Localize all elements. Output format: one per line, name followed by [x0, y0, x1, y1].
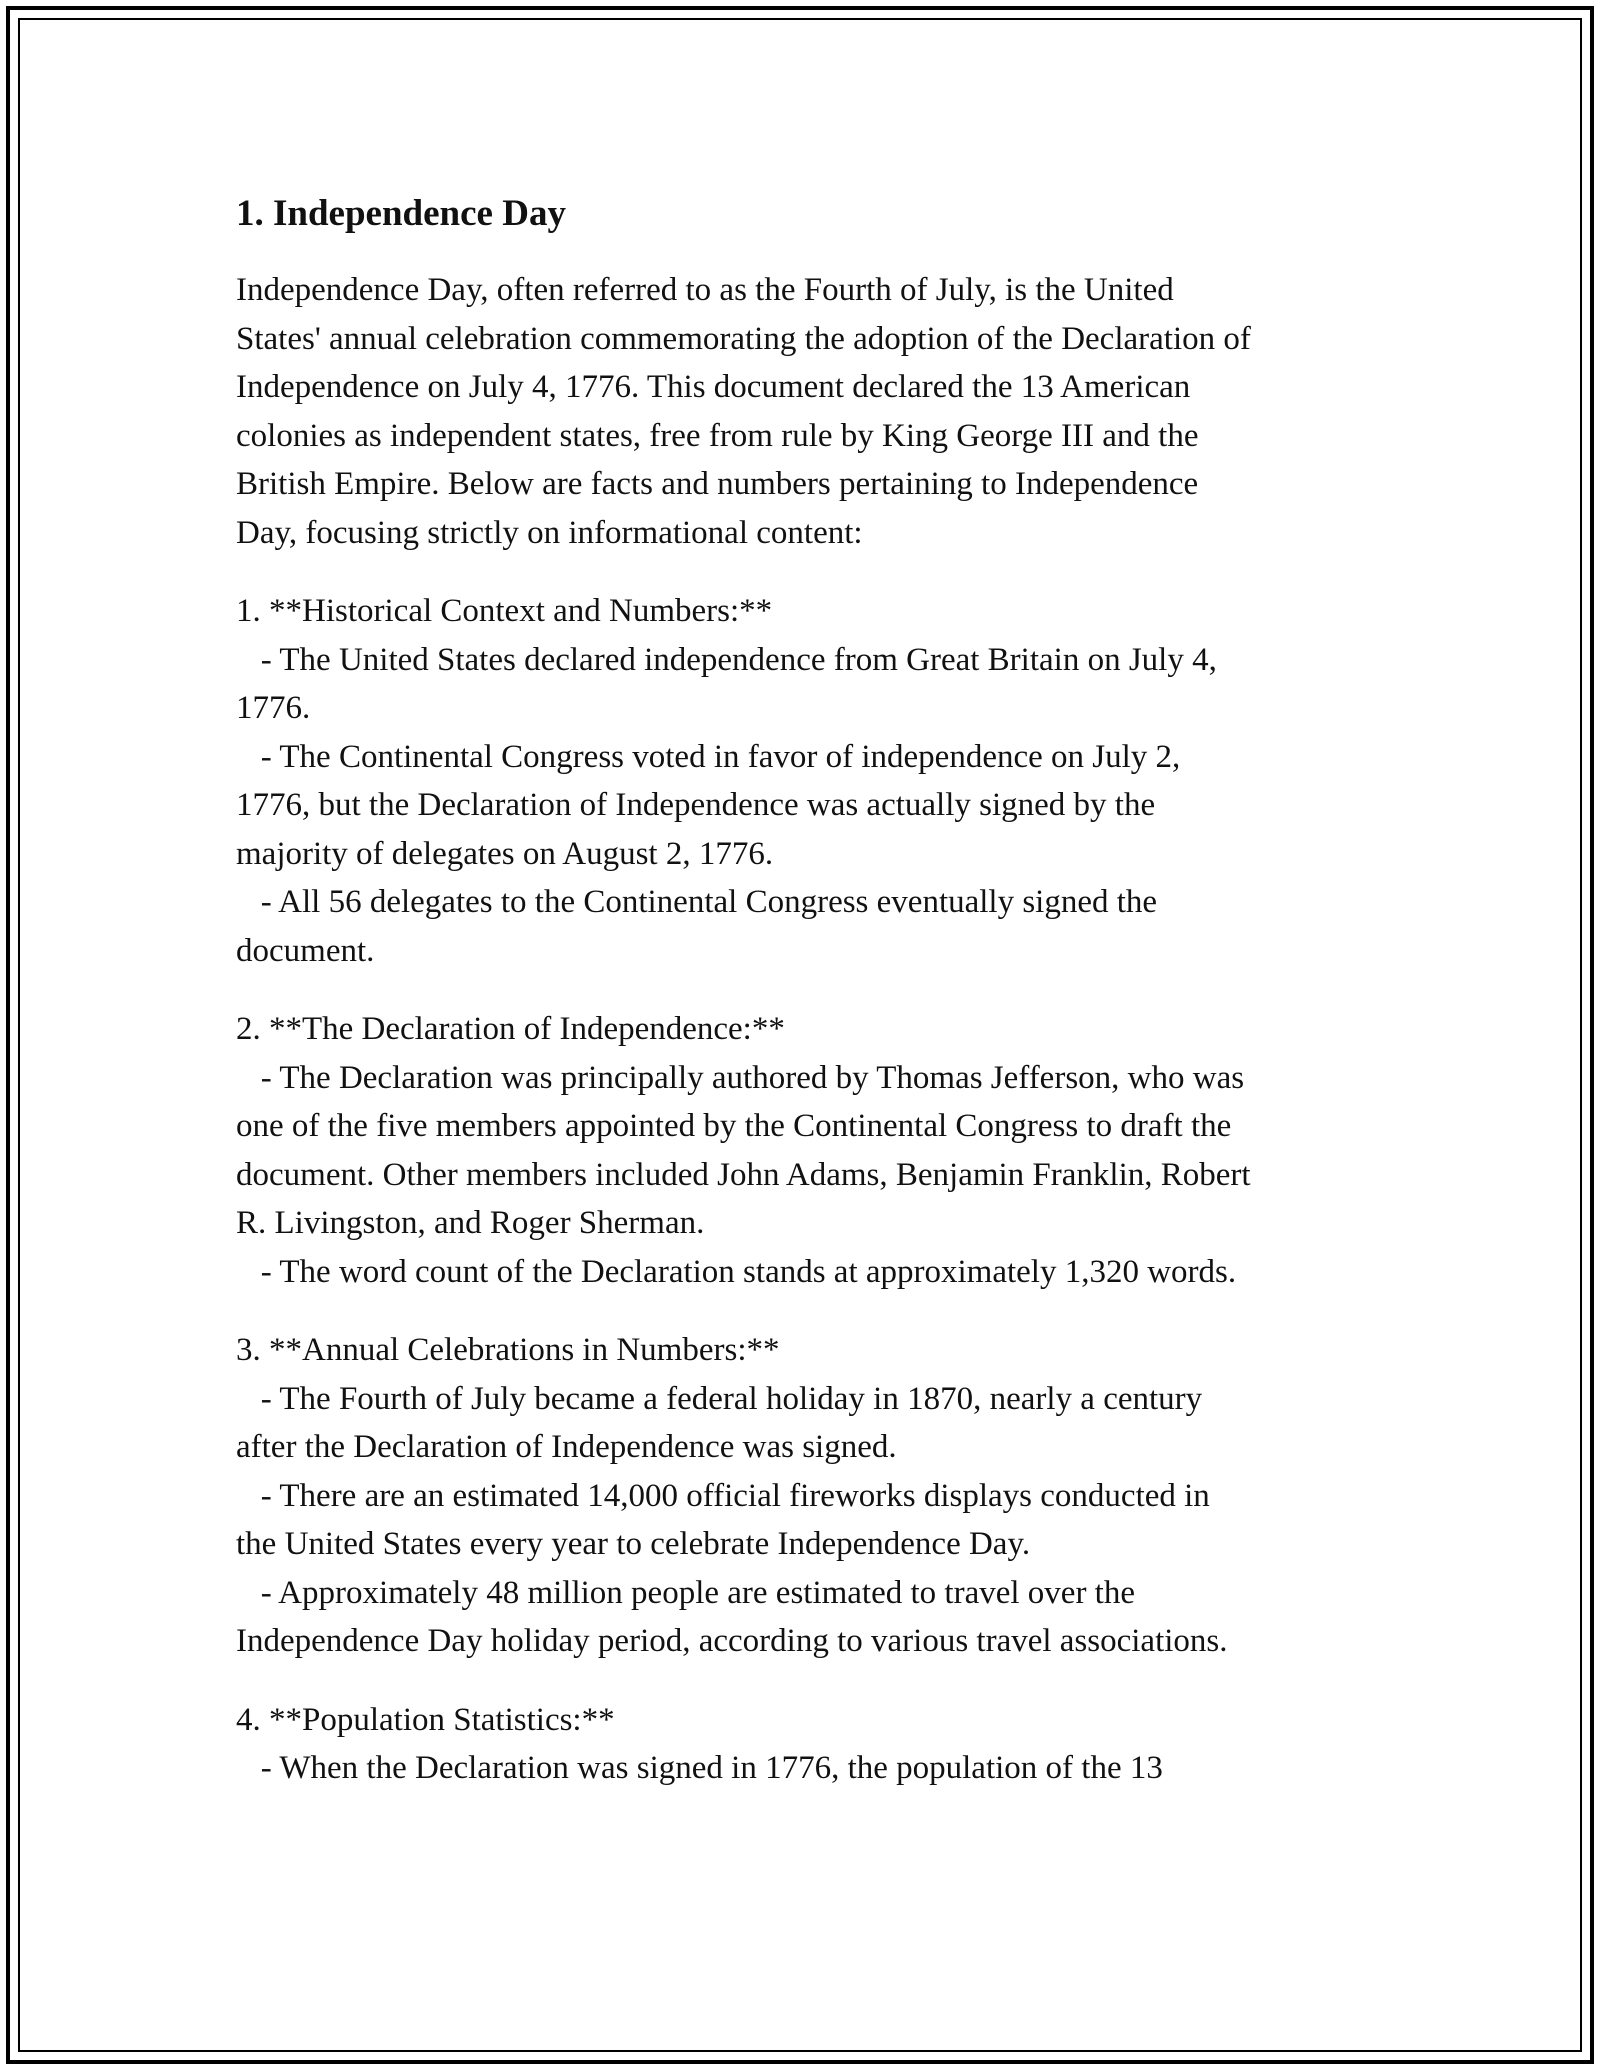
list-item: - The Declaration was principally authored by Thomas Jefferson, who was one of the five members appointed by the Continental Congress to draft the document. Other members included John Adams, Benjamin Franklin, Robert R. Livingston, and Roger Sherman. [236, 1059, 1251, 1241]
section-population-statistics [236, 1696, 1376, 1793]
list-item: - The United States declared independence from Great Britain on July 4, 1776. [236, 641, 1217, 726]
list-item: - The word count of the Declaration stands at approximately 1,320 words. [236, 1253, 1237, 1290]
document-body [236, 190, 1376, 1793]
list-item: - The Fourth of July became a federal holiday in 1870, nearly a century after the Declaration of Independence was signed. [236, 1380, 1203, 1465]
section-annual-celebrations [236, 1326, 1376, 1666]
list-item: - Approximately 48 million people are estimated to travel over the Independence Day holiday period, according to various travel associations. [236, 1574, 1228, 1659]
section-heading: 3. **Annual Celebrations in Numbers:** [236, 1332, 780, 1368]
intro-paragraph: Independence Day, often referred to as the Fourth of July, is the United States' annual celebration commemorating the adoption of the Declaration of Independence on July 4, 1776. This document declared the 13 American colonies as independent states, free from rule by King George III and the British Empire. Below are facts and numbers pertaining to Independence Day, focusing strictly on informational content: [236, 272, 1251, 551]
list-item: - The Continental Congress voted in favor of independence on July 2, 1776, but the Declaration of Independence was actually signed by the majority of delegates on August 2, 1776. [236, 738, 1181, 872]
section-heading: 1. **Historical Context and Numbers:** [236, 593, 773, 629]
list-item: - All 56 delegates to the Continental Congress eventually signed the document. [236, 884, 1158, 969]
section-heading: 4. **Population Statistics:** [236, 1701, 615, 1738]
list-item: - There are an estimated 14,000 official fireworks displays conducted in the United States every year to celebrate Independence Day. [236, 1477, 1210, 1562]
section-historical-context [236, 587, 1376, 975]
section-declaration [236, 1005, 1376, 1296]
list-item: - When the Declaration was signed in 1776, the population of the 13 [236, 1750, 1163, 1786]
section-heading: 2. **The Declaration of Independence:** [236, 1011, 785, 1047]
document-title: 1. Independence Day [236, 193, 566, 234]
